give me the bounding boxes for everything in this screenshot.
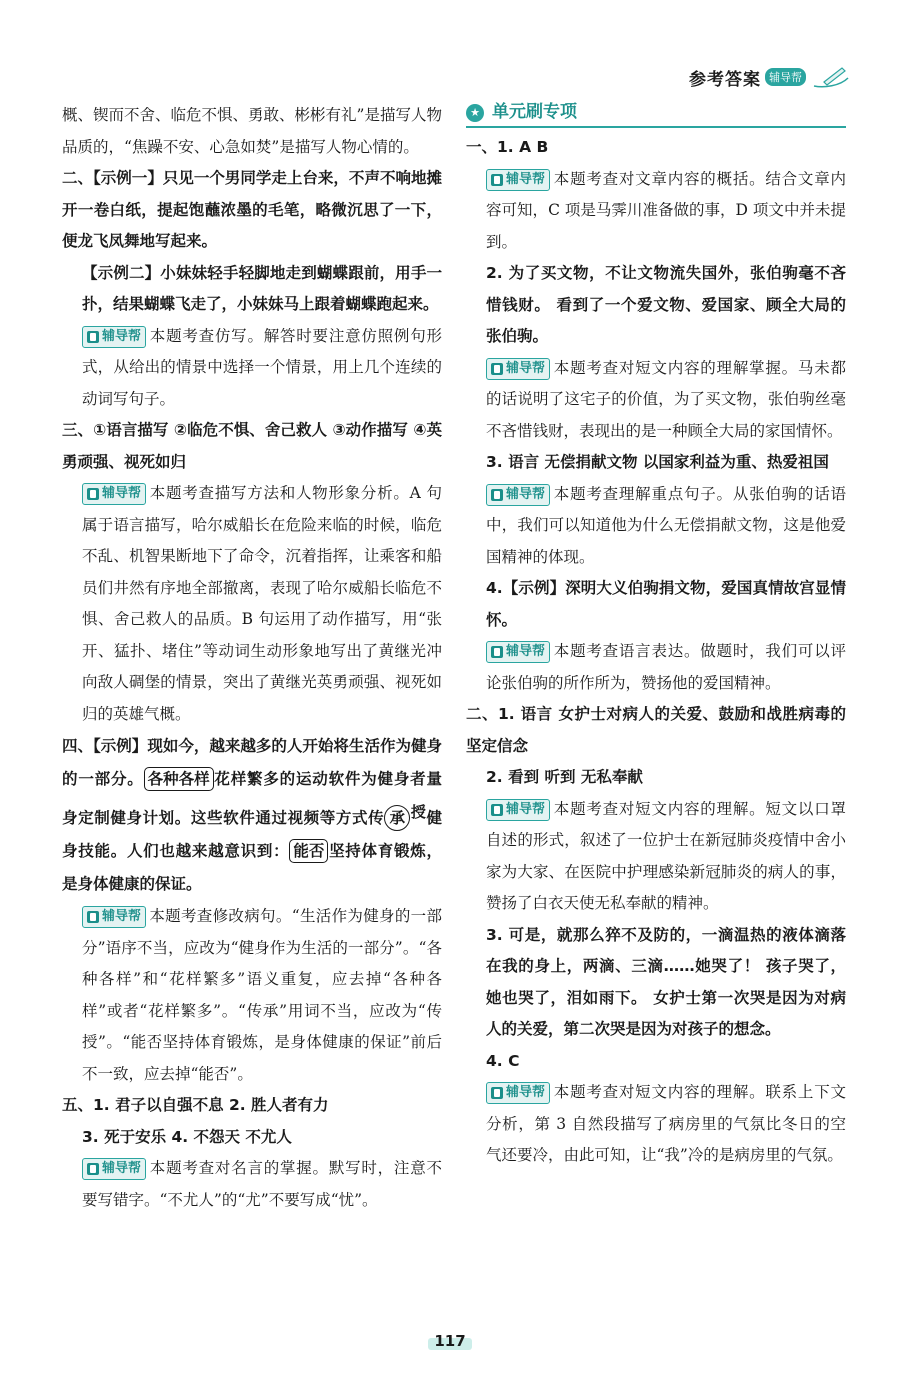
tip-text: 本题考查对短文内容的理解掌握。马未都的话说明了这宅子的价值，为了买文物，张伯驹丝毫不吝惜钱财，表现出的是一种顾全大局的家国情怀。 <box>486 358 846 440</box>
section-label: 四、 <box>62 737 94 755</box>
section-label: 三、 <box>62 421 94 439</box>
answer-text: 3. 可是，就那么猝不及防的，一滴温热的液体滴落在我的身上，两滴、三滴……她哭了！ 孩子哭了，她也哭了，泪如雨下。 女护士第一次哭是因为对病人的关爱，第二次哭是因为对孩子的想念。 <box>486 925 846 1038</box>
answer-text: 1. 君子以自强不息 2. 胜人者有力 <box>93 1096 329 1115</box>
answer-block <box>62 163 442 258</box>
answer-block <box>466 132 846 164</box>
tutor-tag <box>486 358 550 380</box>
book-icon <box>491 804 503 816</box>
right-column <box>466 100 846 1172</box>
tutor-tag <box>486 799 550 821</box>
tip-text: 本题考查修改病句。“生活作为健身的一部分”语序不当，应改为“健身作为生活的一部分”。“各种各样”和“花样繁多”语义重复，应去掉“各种各样”或者“花样繁多”。“传承”用词不当，应改为“传授”。“能否坚持体育锻炼，是身体健康的保证”前后不一致，应去掉“能否”。 <box>82 907 442 1083</box>
tip-text: 本题考查对文章内容的概括。结合文章内容可知，C 项是马霁川准备做的事，D 项文中并未提到。 <box>486 169 846 251</box>
book-icon <box>87 1163 99 1175</box>
answer-text: 4.【示例】深明大义伯驹捐文物，爱国真情故宫显情怀。 <box>486 579 846 629</box>
book-icon <box>87 488 99 500</box>
answer-text: 坚持体育锻炼，是身体健康的保证。 <box>62 842 442 894</box>
answer-text: 3. 语言 无偿捐献文物 以国家利益为重、热爱祖国 <box>486 453 829 471</box>
tutor-tag <box>486 484 550 506</box>
paragraph: 概、锲而不舍、临危不惧、勇敢、彬彬有礼”是描写人物品质的，“焦躁不安、心急如焚”是描写人物心情的。 <box>62 106 442 156</box>
tip-text: 本题考查语言表达。做题时，我们可以评论张伯驹的所作所为，赞扬他的爱国精神。 <box>486 642 846 692</box>
tip-block <box>466 636 846 699</box>
tutor-tag-label: 辅导帮 <box>102 328 142 344</box>
pen-icon <box>810 64 850 90</box>
tip-block <box>62 1153 442 1216</box>
answer-block <box>62 1090 442 1122</box>
header-title: 参考答案 <box>689 69 761 90</box>
tutor-tag-label: 辅导帮 <box>506 486 546 502</box>
tip-block <box>466 1077 846 1172</box>
tip-text: 本题考查描写方法和人物形象分析。A 句属于语言描写，哈尔威船长在危险来临的时候，临危不乱、机智果断地下了命令，沉着指挥，让乘客和船员们井然有序地全部撤离，表现了哈尔威船长临危不惧、舍己救人的品质。B 句运用了动作描写，用“张开、猛扑、堵住”等动词生动形象地写出了黄继光冲向敌人碉堡的情景，突出了黄继光英勇顽强、视死如归的英雄气概。 <box>82 484 442 723</box>
answer-text: 3. 死于安乐 4. 不怨天 不尤人 <box>82 1127 292 1146</box>
answer-text: 1. A B <box>497 138 549 156</box>
tip-text: 本题考查对短文内容的理解。短文以口罩自述的形式，叙述了一位护士在新冠肺炎疫情中舍小家为大家、在医院中护理感染新冠肺炎的病人的事，赞扬了白衣天使无私奉献的精神。 <box>486 799 846 912</box>
corrected-char-circle: 承 <box>384 805 410 831</box>
book-icon <box>491 363 503 375</box>
section-label: 五、 <box>62 1096 94 1115</box>
tutor-tag <box>82 906 146 928</box>
page-number: 117 <box>420 1332 480 1350</box>
tutor-tag-label: 辅导帮 <box>506 644 546 659</box>
tutor-tag-label: 辅导帮 <box>506 171 546 187</box>
tutor-tag <box>82 483 146 505</box>
tutor-tag <box>486 169 550 191</box>
answer-text: 4. C <box>486 1051 520 1070</box>
left-column <box>62 100 442 1216</box>
book-icon <box>491 646 503 658</box>
tutor-tag <box>82 1158 146 1180</box>
header-badge: 辅导帮 <box>765 68 806 86</box>
tutor-tag-label: 辅导帮 <box>506 360 546 376</box>
answer-text: 【示例一】只见一个男同学走上台来，不声不响地摊开一卷白纸，提起饱蘸浓墨的毛笔，略微沉思了一下，便龙飞凤舞地写起来。 <box>62 169 442 250</box>
tip-block <box>62 321 442 416</box>
book-icon <box>491 489 503 501</box>
deleted-word-box: 能否 <box>289 839 328 863</box>
star-icon: ★ <box>466 104 484 122</box>
tip-block <box>466 794 846 920</box>
answer-block <box>466 699 846 762</box>
answer-text: 2. 为了买文物，不让文物流失国外，张伯驹毫不吝惜钱财。 看到了一个爱文物、爱国家、顾全大局的张伯驹。 <box>486 264 846 345</box>
tutor-tag <box>486 641 550 663</box>
tip-block <box>62 478 442 730</box>
book-icon <box>491 1087 503 1099</box>
answer-block <box>62 730 442 901</box>
tip-block <box>466 479 846 574</box>
tip-text: 本题考查理解重点句子。从张伯驹的话语中，我们可以知道他为什么无偿捐献文物，这是他爱国精神的体现。 <box>486 484 846 566</box>
tutor-tag-label: 辅导帮 <box>506 801 546 817</box>
answer-block <box>62 415 442 478</box>
answer-text: 【示例】现如今，越来越多的人开始将生活作为健身的一部分。 <box>62 737 442 788</box>
deleted-word-box: 各种各样 <box>144 767 214 791</box>
answer-text: 花样繁多的运动软件为健身者量身定制健身计划。这些软件通过视频等方式传 <box>62 770 442 828</box>
tutor-tag <box>486 1082 550 1104</box>
answer-text: 1. 语言 女护士对病人的关爱、鼓励和战胜病毒的坚定信念 <box>466 705 846 755</box>
tip-text: 本题考查仿写。解答时要注意仿照例句形式，从给出的情景中选择一个情景，用上几个连续的动词写句子。 <box>82 326 442 408</box>
tutor-tag-label: 辅导帮 <box>102 1161 142 1177</box>
answer-text: 【示例二】小妹妹轻手轻脚地走到蝴蝶跟前，用手一扑，结果蝴蝶飞走了，小妹妹马上跟着蝴蝶跑起来。 <box>82 263 442 313</box>
tip-text: 本题考查对短文内容的理解。联系上下文分析，第 3 自然段描写了病房里的气氛比冬日的空气还要冷，由此可知，让“我”冷的是病房里的气氛。 <box>486 1083 846 1164</box>
answer-text: 健身技能。人们也越来越意识到： <box>62 809 442 861</box>
answer-text: 2. 看到 听到 无私奉献 <box>486 768 643 786</box>
tip-text: 本题考查对名言的掌握。默写时，注意不要写错字。“不尤人”的“尤”不要写成“忧”。 <box>82 1159 442 1209</box>
tutor-tag-label: 辅导帮 <box>102 486 142 501</box>
book-icon <box>87 331 99 343</box>
section-label: 二、 <box>62 169 94 187</box>
tip-block <box>466 353 846 448</box>
section-label: 一、 <box>466 138 498 156</box>
section-header <box>466 100 846 128</box>
book-icon <box>491 174 503 186</box>
section-label: 二、 <box>466 705 499 723</box>
answer-text: ①语言描写 ②临危不惧、舍己救人 ③动作描写 ④英勇顽强、视死如归 <box>62 421 442 471</box>
book-icon <box>87 911 99 923</box>
tutor-tag <box>82 326 146 348</box>
page-header <box>689 60 850 94</box>
tutor-tag-label: 辅导帮 <box>506 1085 546 1100</box>
section-title: 单元刷专项 <box>492 102 577 123</box>
tutor-tag-label: 辅导帮 <box>102 909 142 925</box>
tip-block <box>62 901 442 1090</box>
inserted-char: 授 <box>410 803 427 821</box>
tip-block <box>466 164 846 259</box>
